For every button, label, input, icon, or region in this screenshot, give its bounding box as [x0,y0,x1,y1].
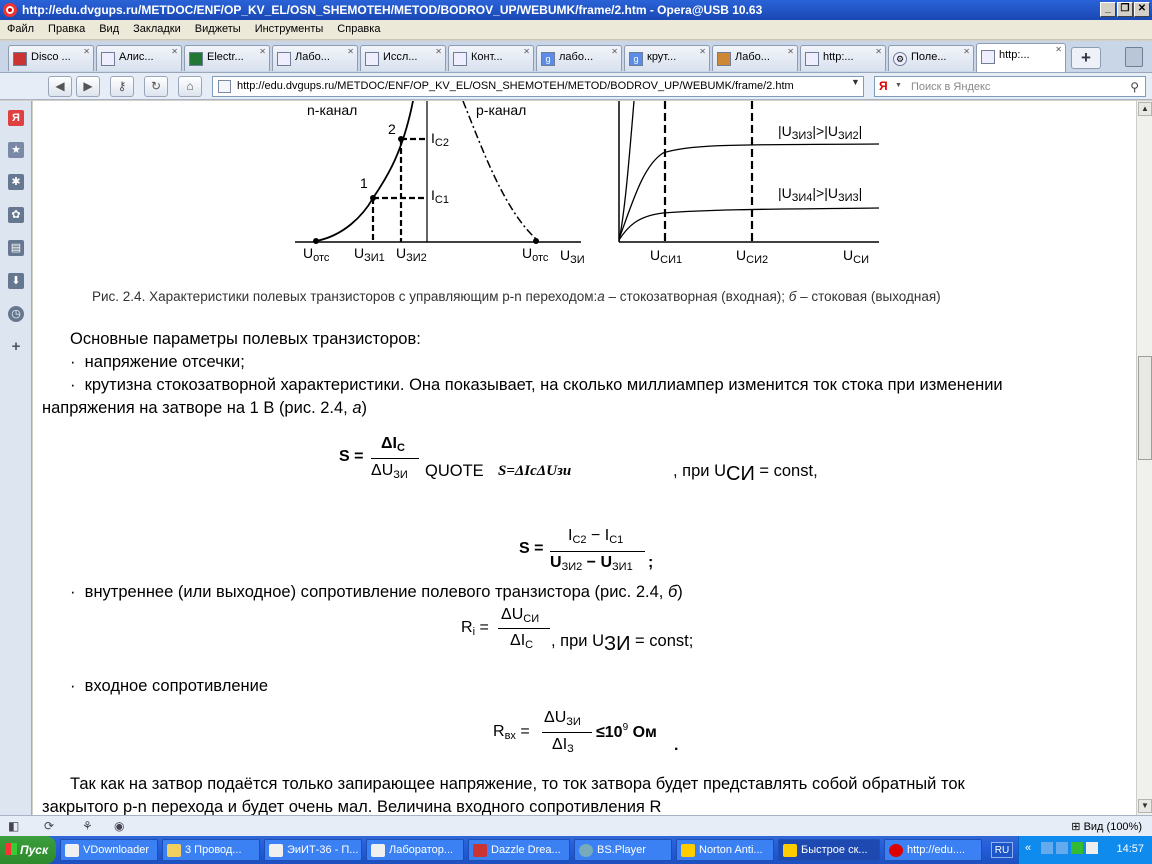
caption-prefix: Рис. 2.4. Характеристики полевых транзисторов с управляющим p-n переходом: [92,289,598,304]
bullet-4 [70,677,268,696]
new-tab-button[interactable]: + [1071,47,1101,69]
tab-close-icon[interactable]: ✕ [787,47,794,56]
ri-den-text: ΔI [510,632,526,649]
menu-view[interactable]: Вид [99,23,120,35]
tab-label: Поле... [911,51,947,63]
vertical-scrollbar[interactable] [1136,101,1152,815]
s2-num-minus: − I [586,527,610,544]
task-label: Dazzle Drea... [491,844,561,856]
tab-google-krut[interactable] [624,45,710,71]
rvx-lhs [493,723,530,742]
forward-button[interactable]: ▶ [76,76,100,97]
bullet-3 [70,583,683,602]
downloads-icon[interactable]: ⬇ [8,273,24,289]
menu-tools[interactable]: Инструменты [254,23,324,35]
s2-lhs: S = [519,540,544,557]
address-toolbar [0,73,1152,100]
tab-close-icon[interactable]: ✕ [963,47,970,56]
task-label: http://edu.... [907,844,966,856]
ic1-label [431,187,449,206]
n-channel-curve [316,101,413,241]
s2-num-i: I [568,527,573,544]
address-input[interactable] [212,76,864,97]
back-button[interactable]: ◀ [48,76,72,97]
rvx-num-sub: ЗИ [566,716,581,728]
tab-label: Иссл... [383,51,418,63]
status-bar [0,815,1152,836]
usi2-label [736,247,768,266]
tab-favicon-icon [453,52,467,66]
player-icon [579,844,593,857]
ri-r: R [461,619,473,636]
bullet-2-line-2 [42,399,367,418]
ri-cond-sub: ЗИ [604,633,631,655]
s1-cond-pre: , при U [673,462,726,480]
uzi1-text: U [354,245,365,261]
start-button[interactable] [0,836,56,864]
task-label: BS.Player [597,844,646,856]
caption-b: б [788,289,797,304]
bullet-dot: · [70,376,76,394]
task-fast-scan[interactable] [778,839,880,861]
ri-numerator [501,606,539,625]
tab-kont[interactable] [448,45,534,71]
rvx-sub: вх [504,730,516,742]
s1-denominator [371,462,408,481]
curve-label-1 [778,123,862,142]
item-2-line-2-post: ) [361,399,368,417]
ri-denominator [510,632,533,651]
tab-close-icon[interactable]: ✕ [611,47,618,56]
s1-numerator [381,435,405,454]
task-bsplayer[interactable] [574,839,672,861]
history-icon[interactable]: ◷ [8,306,24,322]
cl1-end: | [858,123,863,139]
tab-close-icon[interactable]: ✕ [523,47,530,56]
tab-label: http:... [823,51,854,63]
tab-close-icon[interactable]: ✕ [347,47,354,56]
folder-icon [167,844,181,857]
ic2-sub: C2 [434,137,449,149]
ic1-sub: C1 [434,194,449,206]
yandex-icon[interactable]: Я [879,80,893,94]
tab-close-icon[interactable]: ✕ [171,47,178,56]
task-label: ЭиИТ-36 - П... [287,844,359,856]
tab-label: Лабо... [735,51,770,63]
s2-numerator [568,527,623,546]
restore-button[interactable]: ❐ [1117,2,1133,17]
add-panel-icon[interactable]: + [11,338,21,355]
rvx-denominator [552,736,574,755]
ri-cond-post: = const; [630,632,694,650]
ri-num-sub: СИ [523,613,540,625]
s1-fraction-line [371,458,419,459]
usi2-text: U [736,247,747,263]
zoom-indicator[interactable] [1071,820,1142,833]
network-icon[interactable] [1041,842,1053,854]
tab-label: лабо... [559,51,594,63]
paragraph-1-line-2: закрытого p-n перехода и будет очень мал. Величина входного сопротивления R [42,798,662,815]
ri-fraction-line [498,628,550,629]
uots-right-sub: отс [532,252,549,264]
ri-eq: = [475,619,489,636]
google-icon: g [541,52,555,66]
tab-disco[interactable] [8,45,94,71]
menu-file[interactable]: Файл [7,23,35,35]
tab-favicon-icon [189,52,203,66]
cl2-a: |U [778,185,792,201]
bookmarks-icon[interactable]: ★ [8,142,24,158]
item-2-line-2-a: а [352,399,362,417]
rvx-exponent: 9 [622,722,629,733]
uzi-axis-label [560,247,585,266]
uzi-axis-sub: ЗИ [570,254,585,266]
cl1-a: |U [778,123,792,139]
tab-close-icon[interactable]: ✕ [875,47,882,56]
tab-google-labo[interactable] [536,45,622,71]
task-label: Лаборатор... [389,844,454,856]
tab-favicon-icon [365,52,379,66]
ri-lhs [461,619,489,638]
widgets-icon[interactable]: ✱ [8,174,24,190]
tab-favicon-icon [717,52,731,66]
menu-help[interactable]: Справка [337,23,381,35]
uzi2-label [396,245,427,264]
tab-electr[interactable] [184,45,270,71]
task-label: Быстрое ск... [801,844,868,856]
s1-den-sub: ЗИ [393,469,408,481]
google-icon: g [629,52,643,66]
tab-favicon-icon [805,52,819,66]
uzi2-text: U [396,245,407,261]
scroll-thumb[interactable] [1138,356,1152,460]
p-channel-label: p-канал [476,102,527,118]
cl1-mid: |>|U [812,123,838,139]
utorrent-icon[interactable] [1071,842,1083,854]
tab-label: Disco ... [31,51,71,63]
menu-bookmarks[interactable]: Закладки [133,23,181,35]
tab-close-icon[interactable]: ✕ [699,47,706,56]
s1-lhs: S = [339,448,364,465]
item-2-line-2-pre: напряжения на затворе на 1 В (рис. 2.4, [42,399,353,417]
caption-a: а [597,289,605,304]
task-label: VDownloader [83,844,150,856]
rvx-den-text: ΔI [552,736,568,753]
window-title: http://edu.dvgups.ru/METDOC/ENF/OP_KV_EL/OSN_SHEMOTEH/METOD/BODROV_UP/WEBUMK/frame/2.htm - Opera@USB 10.63 [22,3,763,17]
usi-axis-label [843,247,869,266]
usi2-sub: СИ2 [746,254,769,266]
point-1 [370,195,376,201]
language-indicator[interactable]: RU [991,842,1013,858]
ic2-label [431,130,449,149]
opera-panel-sidebar [0,101,32,815]
s1-den-text: ΔU [371,462,394,479]
tab-label: Лабо... [295,51,330,63]
tab-labo-1[interactable] [272,45,358,71]
task-opera[interactable] [884,839,982,861]
uzi-axis-text: U [560,247,571,263]
cl1-sub: ЗИ3 [791,130,813,142]
rvx-fraction-line [542,732,592,733]
ri-den-sub: С [525,639,534,651]
turbo-icon[interactable]: ◉ [114,819,125,833]
network-icon-2[interactable] [1056,842,1068,854]
title-bar [0,0,1152,20]
usi1-sub: СИ1 [660,254,683,266]
cl2-end: | [858,185,863,201]
rvx-rhs-text: ≤10 [596,724,623,741]
scroll-down-icon[interactable]: ▼ [1138,799,1152,813]
word-icon [371,844,385,857]
s1-cond-sub: СИ [726,463,755,485]
task-dazzle[interactable] [468,839,570,861]
tab-close-icon[interactable]: ✕ [435,47,442,56]
cl1-sub2: ЗИ2 [837,130,859,142]
uots-left-sub: отс [313,252,330,264]
tab-label: Алис... [119,51,154,63]
s2-end: ; [648,554,654,571]
address-dropdown-icon[interactable]: ▼ [851,77,860,87]
tab-bar [0,41,1152,73]
clock: 14:57 [1116,843,1144,855]
tab-label: крут... [647,51,677,63]
s2-num-sub1: C2 [572,534,587,546]
bullet-dot: · [70,353,76,371]
tab-close-icon[interactable]: ✕ [259,47,266,56]
figure-caption [92,289,941,304]
app-icon [65,844,79,857]
s2-num-sub2: C1 [609,534,624,546]
tab-close-icon[interactable]: ✕ [1055,45,1062,54]
windows-flag-icon [5,843,17,855]
search-input[interactable] [874,76,1146,97]
point-1-label: 1 [360,175,368,191]
notes-icon[interactable]: ▤ [8,240,24,256]
uzi2-sub: ЗИ2 [406,252,427,264]
system-tray [994,836,1152,864]
menu-widgets[interactable]: Виджеты [194,23,241,35]
task-label: 3 Провод... [185,844,242,856]
s1-cond-post: = const, [754,462,818,480]
tray-icons[interactable] [1041,842,1111,858]
trash-icon[interactable] [1125,47,1143,67]
rvx-num-text: ΔU [544,709,567,726]
uots-right-label [522,245,548,264]
item-3-pre: внутреннее (или выходное) сопротивление полевого транзистора (рис. 2.4, [84,583,668,601]
item-1-text: напряжение отсечки; [84,353,245,371]
uots-right-point [533,238,539,244]
s1-num-text: ΔI [381,435,397,452]
item-4-text: входное сопротивление [84,677,269,695]
opera-logo-icon [3,3,17,17]
s1-num-sub: C [396,442,405,454]
ri-cond-pre: , при U [551,632,604,650]
ic2-text: I [431,130,435,146]
ri-condition [551,632,693,656]
uots-left-text: U [303,245,314,261]
taskbar [0,836,1152,864]
unite-status-icon[interactable]: ⚘ [82,819,93,833]
s2-den-sub1: ЗИ2 [561,561,583,573]
uots-right-text: U [522,245,533,261]
task-explorer[interactable] [162,839,260,861]
tab-http-1[interactable] [800,45,886,71]
unite-icon[interactable]: ✿ [8,207,24,223]
uots-left-label [303,245,329,264]
s1-quote-formula: S=ΔIcΔUзи [498,463,572,479]
sync-icon[interactable]: ⟳ [44,819,55,833]
s1-quote: QUOTE [425,462,484,480]
rvx-den-sub: З [567,743,574,755]
rvx-end: . [674,737,679,754]
usi-axis-sub: СИ [853,254,869,266]
start-label: Пуск [20,843,49,857]
menu-edit[interactable]: Правка [48,23,86,35]
tab-favicon-icon [101,52,115,66]
tab-close-icon[interactable]: ✕ [83,47,90,56]
norton-icon [783,844,797,857]
s2-den-sub2: ЗИ1 [612,561,633,573]
tab-pole[interactable] [888,45,974,71]
bullet-dot: · [70,583,76,601]
task-vdownloader[interactable] [60,839,158,861]
minimize-button[interactable]: _ [1100,2,1116,17]
s2-denominator [550,554,633,573]
task-norton[interactable] [676,839,774,861]
search-icon[interactable]: ⚲ [1130,80,1139,94]
zoom-label: Вид (100%) [1083,821,1142,833]
item-3-post: ) [677,583,683,601]
ic1-text: I [431,187,435,203]
search-placeholder: Поиск в Яндекс [911,81,991,93]
search-engine-dropdown-icon[interactable]: ▼ [895,82,902,89]
gear-icon: ⚙ [893,52,907,66]
menu-bar [0,20,1152,40]
close-button[interactable]: ✕ [1134,2,1150,17]
tab-favicon-icon [981,50,995,64]
n-channel-label: n-канал [307,102,358,118]
cl2-sub: ЗИ4 [791,192,813,204]
tab-alis[interactable] [96,45,182,71]
point-2-label: 2 [388,121,396,137]
cl2-sub2: ЗИ3 [837,192,859,204]
s2-den-u: U [550,554,562,571]
drain-curve-2 [619,208,879,240]
tab-label: Electr... [207,51,244,63]
caption-mid: – стокозатворная (входная); [604,289,789,304]
usi-axis-text: U [843,247,854,263]
tray-expand-icon[interactable]: « [1025,842,1032,854]
point-2 [398,136,404,142]
bullet-dot: · [70,677,76,695]
usi1-label [650,247,682,266]
rvx-r: R [493,723,505,740]
app-icon [473,844,487,857]
tab-favicon-icon [13,52,27,66]
tab-label: http:... [999,49,1030,61]
s2-fraction-line [550,551,645,552]
task-word-2[interactable] [366,839,464,861]
rvx-numerator [544,709,581,728]
bullet-1 [70,353,245,372]
word-icon [269,844,283,857]
rvx-eq: = [515,723,530,740]
scroll-up-icon[interactable]: ▲ [1138,102,1152,116]
norton-icon [681,844,695,857]
rvx-unit: Ом [628,724,657,741]
address-url: http://edu.dvgups.ru/METDOC/ENF/OP_KV_EL/OSN_SHEMOTEH/METOD/BODROV_UP/WEBUMK/frame/2.htm [237,80,794,92]
p-channel-curve [463,101,538,241]
item-3-b: б [667,583,678,601]
page-content [33,101,1136,815]
opera-icon [889,844,903,857]
zoom-slider-icon: ⊞ [1071,821,1084,833]
params-heading: Основные параметры полевых транзисторов: [70,330,421,348]
caption-end: – стоковая (выходная) [796,289,941,304]
uots-left-point [313,238,319,244]
usi1-text: U [650,247,661,263]
yandex-panel-icon[interactable]: Я [8,110,24,126]
uzi1-label [354,245,385,264]
tab-label: Конт... [471,51,503,63]
cl2-mid: |>|U [812,185,838,201]
key-icon[interactable]: ⚷ [110,76,134,97]
task-word-1[interactable] [264,839,362,861]
s2-den-minus: − U [582,554,613,571]
home-icon[interactable]: ⌂ [178,76,202,97]
task-label: Norton Anti... [699,844,763,856]
paragraph-1-line-1: Так как на затвор подаётся только запирающее напряжение, то ток затвора будет представлять собой обратный ток [70,775,965,793]
ri-sub: i [472,626,476,638]
s1-condition [673,462,818,486]
reload-icon[interactable]: ↻ [144,76,168,97]
item-2-line-1: крутизна стокозатворной характеристики. Она показывает, на сколько миллиампер изменится ток стока при изменении [84,376,1003,394]
uzi1-sub: ЗИ1 [364,252,385,264]
volume-icon[interactable] [1086,842,1098,854]
tab-issl[interactable] [360,45,446,71]
panel-toggle-icon[interactable]: ◧ [8,819,20,833]
tab-favicon-icon [277,52,291,66]
ri-num-text: ΔU [501,606,524,623]
bullet-2 [70,376,1003,395]
rvx-rhs [596,722,657,742]
tab-http-active[interactable] [976,43,1066,72]
page-favicon-icon [218,80,231,93]
tab-labo-2[interactable] [712,45,798,71]
curve-label-2 [778,185,862,204]
